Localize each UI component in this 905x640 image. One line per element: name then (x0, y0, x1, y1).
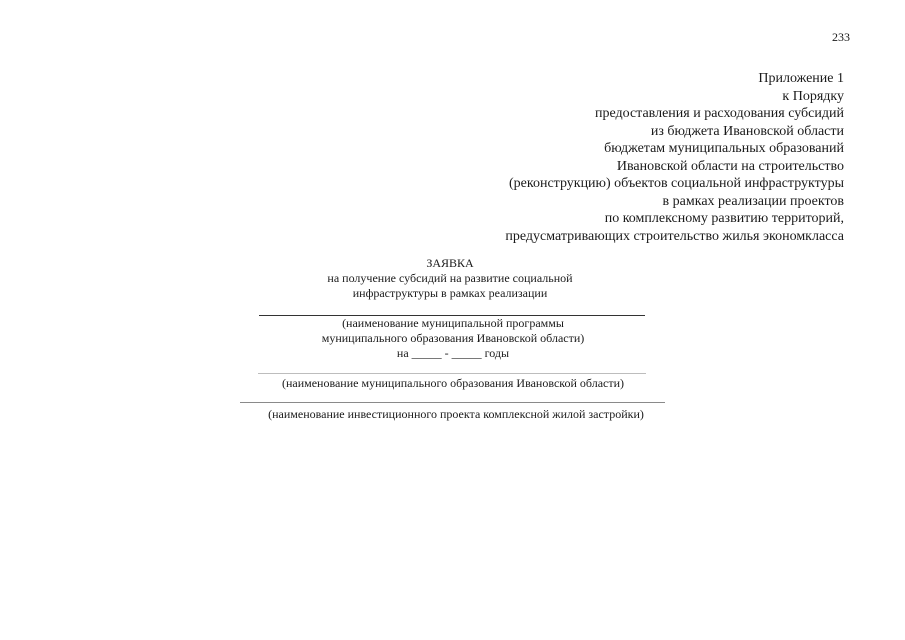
form-title: ЗАЯВКА (426, 256, 474, 270)
appendix-line: (реконструкцию) объектов социальной инфраструктуры (508, 176, 844, 191)
period-line: на _____ - _____ годы (396, 346, 510, 360)
project-caption: (наименование инвестиционного проекта комплексной жилой застройки) (268, 407, 644, 421)
form-subtitle-line: инфраструктуры в рамках реализации (352, 286, 548, 300)
project-fill-line (240, 402, 665, 403)
program-caption-line: (наименование муниципальной программы (342, 316, 564, 330)
appendix-line: к Порядку (782, 88, 844, 104)
municipality-caption: (наименование муниципального образования Ивановской области) (281, 376, 625, 390)
form-subtitle-line: на получение субсидий на развитие социальной (327, 271, 573, 285)
appendix-header (505, 70, 844, 245)
program-caption-line: муниципального образования Ивановской области) (321, 331, 585, 345)
appendix-line: из бюджета Ивановской области (650, 123, 844, 139)
appendix-line: предоставления и расходования субсидий (594, 106, 844, 121)
application-form-heading (230, 256, 670, 301)
municipality-fill-line (258, 373, 646, 374)
appendix-line: по комплексному развитию территорий, (604, 211, 844, 226)
program-caption (230, 316, 676, 361)
appendix-line: Приложение 1 (758, 71, 844, 86)
appendix-line: в рамках реализации проектов (662, 193, 844, 209)
page-number: 233 (832, 30, 850, 44)
appendix-line: предусматривающих строительство жилья экономкласса (505, 228, 844, 244)
appendix-line: бюджетам муниципальных образований (604, 141, 844, 156)
appendix-line: Ивановской области на строительство (616, 158, 844, 174)
